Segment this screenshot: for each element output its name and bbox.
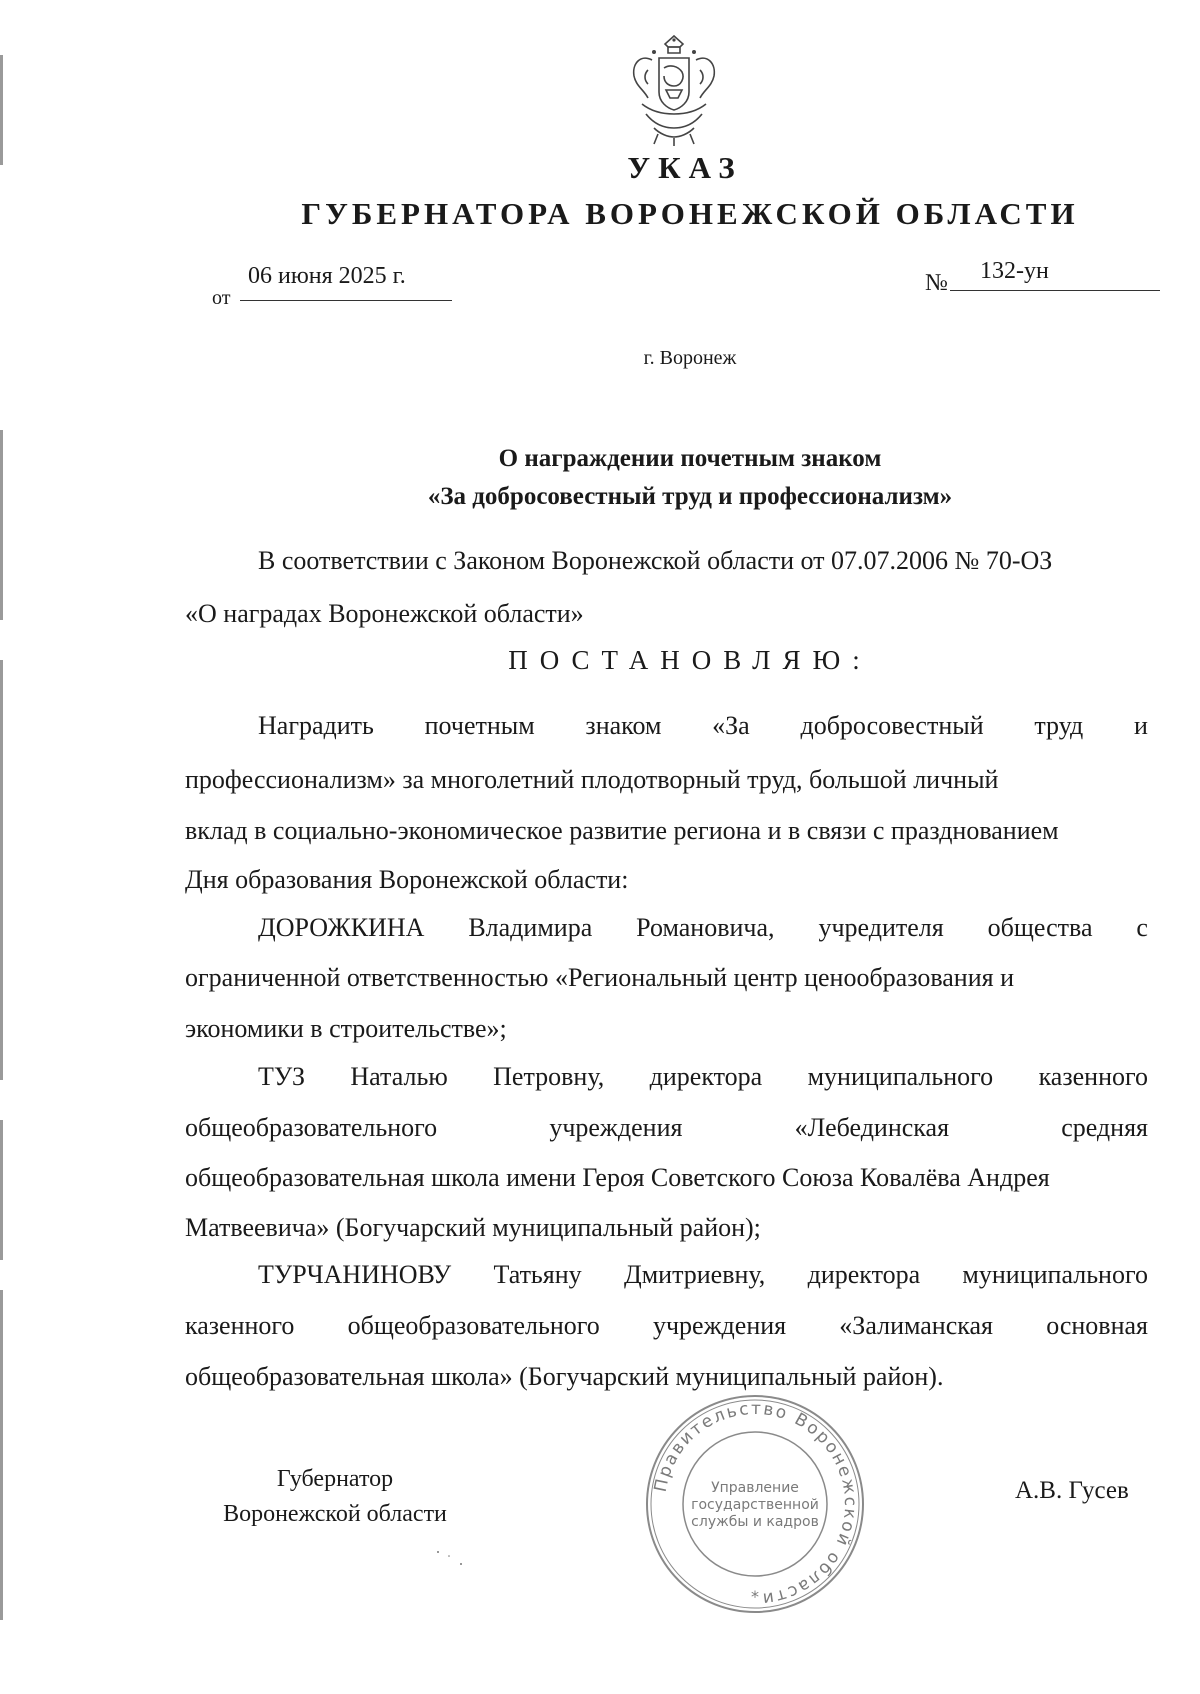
- word: Наградить: [258, 711, 374, 740]
- scan-edge-mark: [0, 660, 3, 1080]
- word: «Залиманская: [839, 1311, 993, 1340]
- body-line: вклад в социально-экономическое развитие региона и в связи с празднованием: [185, 816, 1059, 845]
- word: «Лебединская: [794, 1113, 950, 1142]
- word: с: [1136, 913, 1148, 942]
- word: и: [1134, 711, 1148, 740]
- signatory-name: А.В. Гусев: [1015, 1477, 1129, 1504]
- word: общеобразовательного: [185, 1113, 438, 1142]
- preamble-line: В соответствии с Законом Воронежской области от 07.07.2006 № 70-ОЗ: [258, 546, 1053, 575]
- number-underline: [950, 290, 1160, 291]
- body-line: ограниченной ответственностью «Региональный центр ценообразования и: [185, 963, 1015, 992]
- word: муниципального: [962, 1260, 1148, 1289]
- word: Владимира: [468, 913, 593, 942]
- document-date: 06 июня 2025 г.: [248, 263, 406, 289]
- position-line: Воронежской области: [223, 1501, 447, 1527]
- body-line: профессионализм» за многолетний плодотворный труд, большой личный: [185, 765, 999, 794]
- decree-heading: ПОСТАНОВЛЯЮ:: [508, 645, 872, 675]
- body-line: общеобразовательная школа имени Героя Советского Союза Ковалёва Андрея: [185, 1163, 1050, 1192]
- body-line: общеобразовательная школа» (Богучарский муниципальный район).: [185, 1362, 944, 1391]
- number-prefix: №: [925, 270, 948, 296]
- document-number: 132-ун: [980, 258, 1049, 284]
- word: Наталью: [350, 1062, 448, 1091]
- date-prefix: от: [212, 287, 231, 309]
- word: муниципального: [807, 1062, 994, 1091]
- body-line: [258, 915, 1148, 941]
- word: добросовестный: [800, 711, 984, 740]
- word: труд: [1034, 711, 1084, 740]
- coat-of-arms-emblem: [624, 30, 724, 150]
- word: ТУРЧАНИНОВУ: [258, 1260, 452, 1289]
- word: Дмитриевну,: [623, 1260, 766, 1289]
- scan-specks: [435, 1548, 465, 1568]
- body-line: [258, 1064, 1148, 1090]
- document-title: УКАЗ: [627, 150, 743, 185]
- stamp-star: *: [751, 1587, 759, 1606]
- word: учредителя: [818, 913, 944, 942]
- word: основная: [1046, 1311, 1148, 1340]
- word: ДОРОЖКИНА: [258, 913, 425, 942]
- word: казенного: [185, 1311, 295, 1340]
- word: Петровну,: [493, 1062, 605, 1091]
- word: средняя: [1061, 1113, 1148, 1142]
- body-line: Дня образования Воронежской области:: [185, 865, 629, 894]
- word: учреждения: [652, 1311, 787, 1340]
- word: директора: [807, 1260, 921, 1289]
- word: почетным: [424, 711, 535, 740]
- scan-edge-mark: [0, 55, 3, 165]
- body-line: [258, 713, 1148, 739]
- word: общеобразовательного: [347, 1311, 600, 1340]
- document-subject: [300, 440, 1080, 516]
- word: «За: [712, 711, 750, 740]
- scan-edge-mark: [0, 1290, 3, 1620]
- stamp-inner-line: службы и кадров: [691, 1514, 819, 1530]
- document-city: г. Воронеж: [643, 347, 737, 369]
- word: общества: [987, 913, 1093, 942]
- scan-edge-mark: [0, 1120, 3, 1260]
- body-line: [185, 1115, 1148, 1141]
- word: директора: [649, 1062, 763, 1091]
- position-line: Губернатор: [276, 1466, 394, 1492]
- official-seal-stamp: [643, 1392, 867, 1616]
- word: знаком: [585, 711, 662, 740]
- body-line: Матвеевича» (Богучарский муниципальный район);: [185, 1213, 761, 1242]
- document-issuer: ГУБЕРНАТОРА ВОРОНЕЖСКОЙ ОБЛАСТИ: [301, 196, 1079, 231]
- subject-line: О награждении почетным знаком: [498, 445, 882, 472]
- stamp-inner-line: Управление: [711, 1480, 799, 1496]
- word: казенного: [1038, 1062, 1148, 1091]
- word: учреждения: [549, 1113, 683, 1142]
- stamp-inner-line: государственной: [691, 1497, 819, 1513]
- preamble-line: «О наградах Воронежской области»: [185, 599, 584, 628]
- body-line: [185, 1313, 1148, 1339]
- date-underline: [240, 300, 452, 301]
- signatory-position: [195, 1462, 475, 1532]
- word: ТУЗ: [258, 1062, 305, 1091]
- body-line: [258, 1262, 1148, 1288]
- scan-edge-mark: [0, 430, 3, 620]
- word: Романовича,: [636, 913, 775, 942]
- body-line: экономики в строительстве»;: [185, 1014, 507, 1043]
- word: Татьяну: [493, 1260, 582, 1289]
- stamp-outer-text: Правительство Воронежской области: [650, 1398, 861, 1609]
- subject-line: «За добросовестный труд и профессионализм»: [427, 483, 953, 510]
